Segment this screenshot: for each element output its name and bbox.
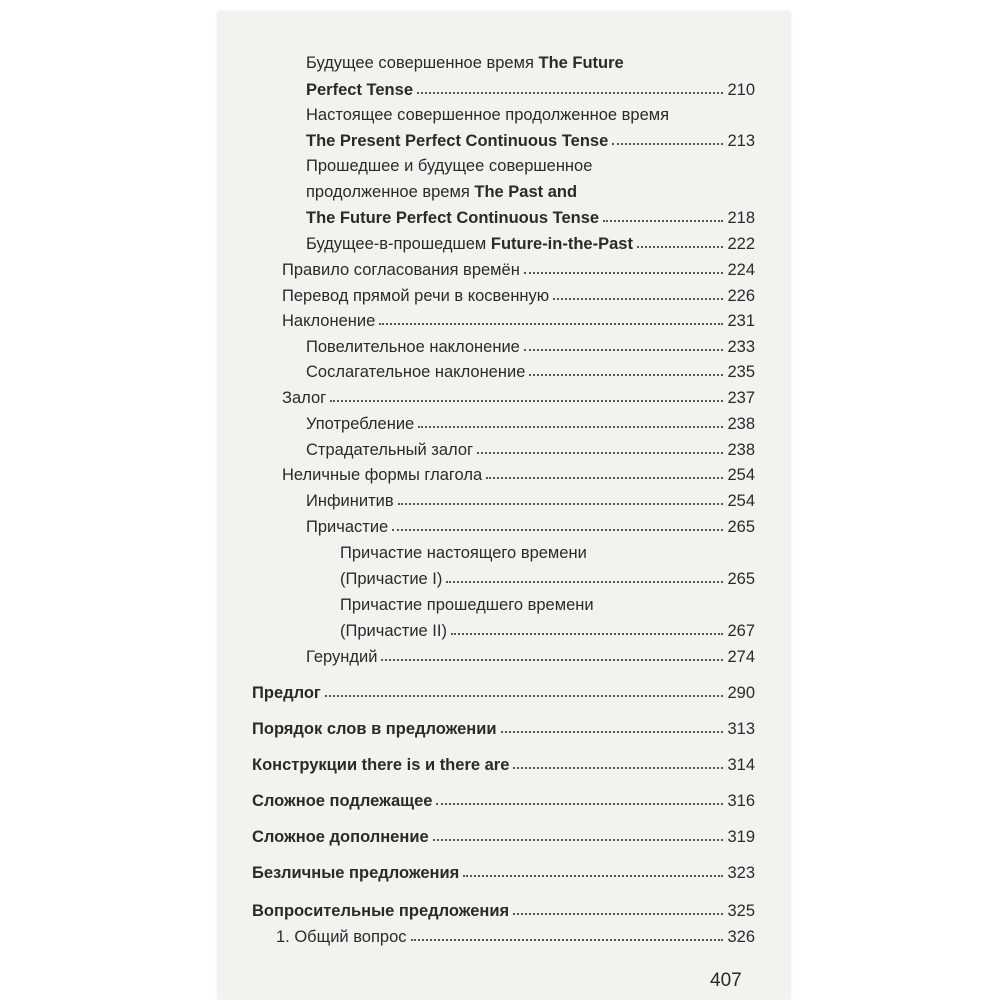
page-ref: 274: [727, 648, 755, 666]
toc-entry-gerund: [306, 647, 755, 667]
page-ref: 231: [727, 312, 755, 330]
leader-dots: [433, 835, 724, 841]
leader-dots: [325, 691, 724, 697]
toc-entry-text: Сослагательное наклонение: [306, 363, 526, 381]
toc-entry-imperative-mood: [306, 337, 755, 357]
page-ref: 218: [727, 209, 755, 227]
leader-dots: [612, 139, 723, 145]
toc-entry-subjunctive-mood: [306, 362, 755, 382]
page-ref: 224: [727, 261, 755, 279]
toc-entry-text: Будущее-в-прошедшем: [306, 235, 491, 253]
toc-entry-text: Причастие: [306, 518, 389, 536]
toc-entry-complex-subject: [252, 791, 755, 811]
toc-entry-future-perfect: [306, 53, 624, 73]
toc-entry-text: Неличные формы глагола: [282, 466, 483, 484]
toc-entry-infinitive: [306, 491, 755, 511]
leader-dots: [553, 294, 723, 300]
toc-entry-english: Perfect Tense: [306, 81, 413, 99]
leader-dots: [513, 909, 723, 915]
toc-entry-text: Страдательный залог: [306, 441, 474, 459]
leader-dots: [330, 396, 723, 402]
toc-entry-text: (Причастие I): [340, 570, 443, 588]
page-ref: 222: [727, 235, 755, 253]
toc-entry-impersonal-sentences: [252, 863, 755, 883]
page-ref: 290: [727, 684, 755, 702]
leader-dots: [379, 319, 723, 325]
toc-entry-text: продолженное время: [306, 183, 475, 201]
toc-entry-past-future-perfect-continuous: [306, 156, 592, 176]
toc-entry-line: [340, 621, 755, 641]
leader-dots: [513, 763, 723, 769]
toc-entry-text: 1. Общий вопрос: [276, 928, 407, 946]
toc-entry-text: Будущее совершенное время: [306, 54, 539, 72]
leader-dots: [486, 473, 723, 479]
leader-dots: [417, 88, 723, 94]
leader-dots: [392, 525, 723, 531]
toc-entry-text: Вопросительные предложения: [252, 902, 510, 920]
page-ref: 265: [727, 570, 755, 588]
toc-entry-english: Future-in-the-Past: [490, 235, 633, 253]
toc-entry-text: Повелительное наклонение: [306, 338, 520, 356]
toc-entry-line: [306, 208, 755, 228]
leader-dots: [524, 345, 724, 351]
page-ref: 265: [727, 518, 755, 536]
leader-dots: [451, 629, 724, 635]
leader-dots: [501, 727, 724, 733]
page-ref: 226: [727, 287, 755, 305]
toc-entry-text: Сложное дополнение: [252, 828, 429, 846]
toc-entry-text: Залог: [282, 389, 327, 407]
toc-entry-line: [340, 569, 755, 589]
toc-entry-text: Предлог: [252, 684, 321, 702]
toc-entry-word-order: [252, 719, 755, 739]
toc-entry-text: Правило согласования времён: [282, 261, 520, 279]
toc-entry-participle-one: [340, 543, 587, 563]
page-ref: 325: [727, 902, 755, 920]
page-ref: 326: [727, 928, 755, 946]
page-ref: 210: [727, 81, 755, 99]
toc-entry-english: The Present Perfect Continuous Tense: [306, 132, 609, 150]
toc-entry-english: The Past and: [474, 183, 578, 201]
toc-entry-text: Причастие настоящего времени: [340, 544, 587, 562]
toc-entry-text: Настоящее совершенное продолженное время: [306, 106, 670, 124]
toc-entry-text: Употребление: [306, 415, 415, 433]
toc-entry-text: Прошедшее и будущее совершенное: [306, 157, 593, 175]
page-ref: 316: [727, 792, 755, 810]
toc-entry-text: Герундий: [306, 648, 378, 666]
page-ref: 254: [727, 492, 755, 510]
leader-dots: [418, 422, 723, 428]
toc-entry-passive-voice: [306, 440, 755, 460]
toc-entry-complex-object: [252, 827, 755, 847]
toc-entry-text: Инфинитив: [306, 492, 394, 510]
leader-dots: [603, 216, 723, 222]
toc-entry-text: Порядок слов в предложении: [252, 720, 497, 738]
toc-entry-text: Причастие прошедшего времени: [340, 596, 594, 614]
toc-entry-line: [306, 131, 755, 151]
toc-entry-general-question: [276, 927, 755, 947]
toc-entry-future-in-the-past: [306, 234, 755, 254]
toc-entry-preposition: [252, 683, 755, 703]
page-ref: 235: [727, 363, 755, 381]
page-ref: 314: [727, 756, 755, 774]
toc-entry-english: The Future Perfect Continuous Tense: [306, 209, 600, 227]
leader-dots: [529, 370, 723, 376]
page-number: 407: [710, 970, 742, 991]
toc-entry-non-finite-forms: [282, 465, 755, 485]
toc-entry-there-is-there-are: [252, 755, 755, 775]
page-ref: 267: [727, 622, 755, 640]
toc-entry-line: [306, 182, 577, 202]
toc-entry-present-perfect-continuous: [306, 105, 669, 125]
page-ref: 237: [727, 389, 755, 407]
toc-entry-usage: [306, 414, 755, 434]
toc-entry-text: Безличные предложения: [252, 864, 460, 882]
page-ref: 238: [727, 441, 755, 459]
toc-entry-text: Сложное подлежащее: [252, 792, 433, 810]
toc-entry-line: [306, 80, 755, 100]
page-ref: 254: [727, 466, 755, 484]
toc-entry-english: The Future: [538, 54, 624, 72]
leader-dots: [411, 935, 724, 941]
toc-entry-participle: [306, 517, 755, 537]
toc-entry-participle-two: [340, 595, 594, 615]
toc-entry-mood: [282, 311, 755, 331]
toc-entry-interrogative-sentences: [252, 901, 755, 921]
toc-entry-text: Конструкции there is и there are: [252, 756, 510, 774]
leader-dots: [524, 268, 724, 274]
leader-dots: [477, 448, 723, 454]
page-ref: 323: [727, 864, 755, 882]
page-ref: 238: [727, 415, 755, 433]
leader-dots: [446, 577, 723, 583]
toc-entry-text: Наклонение: [282, 312, 376, 330]
leader-dots: [381, 655, 723, 661]
leader-dots: [398, 499, 724, 505]
toc-entry-voice: [282, 388, 755, 408]
page-ref: 313: [727, 720, 755, 738]
page-ref: 233: [727, 338, 755, 356]
toc-entry-text: (Причастие II): [340, 622, 447, 640]
page-ref: 213: [727, 132, 755, 150]
toc-entry-reported-speech: [282, 286, 755, 306]
leader-dots: [637, 242, 724, 248]
toc-entry-sequence-of-tenses: [282, 260, 755, 280]
leader-dots: [463, 871, 723, 877]
page-ref: 319: [727, 828, 755, 846]
leader-dots: [436, 799, 723, 805]
toc-entry-text: Перевод прямой речи в косвенную: [282, 287, 550, 305]
